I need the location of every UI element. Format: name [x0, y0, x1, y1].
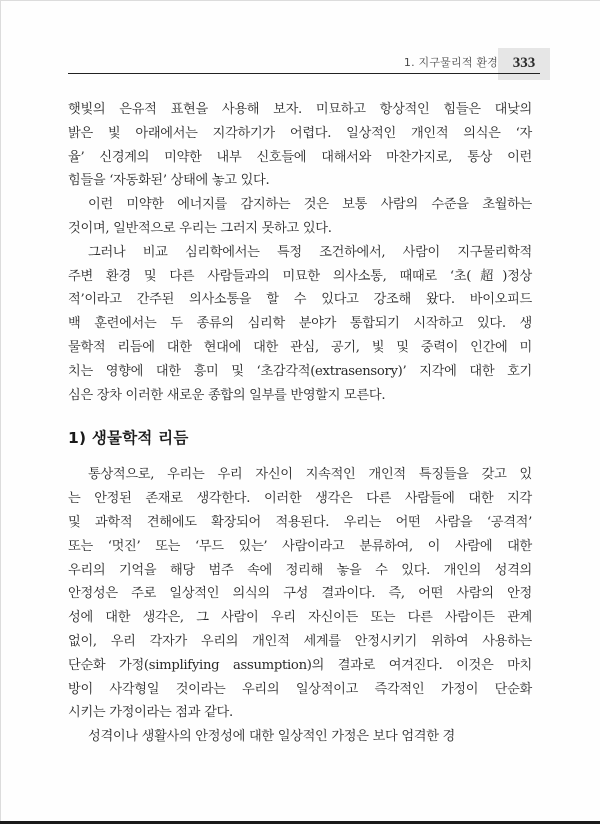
text-line: 단순화 가정(simplifying assumption)의 결과로 여겨진다. 이것은 마치 [68, 657, 532, 673]
text-line: 그러나 비교 심리학에서는 특정 조건하에서, 사람이 지구물리학적 [88, 244, 532, 260]
paragraph [68, 463, 532, 725]
paragraph [68, 241, 532, 408]
text-line: 심은 장차 이러한 새로운 종합의 일부를 반영할지 모른다. [68, 387, 386, 403]
paragraphs-after-section [68, 463, 532, 749]
text-line: 치는 영향에 대한 흥미 및 ‘초감각적(extrasensory)’ 지각에 대한 호기 [68, 363, 532, 379]
text-line: 없이, 우리 각자가 우리의 개인적 세계를 안정시키기 위하여 사용하는 [68, 633, 532, 649]
text-line: 적’이라고 간주된 의사소통을 할 수 있다고 강조해 왔다. 바이오피드 [68, 292, 532, 308]
text-line: 물학적 리듬에 대한 현대에 대한 관심, 공기, 빛 및 중력이 인간에 미 [68, 339, 532, 355]
paragraphs-before-section [68, 98, 532, 407]
page-number-tab [498, 48, 550, 80]
text-line: 우리의 기억을 해당 범주 속에 정리해 놓을 수 있다. 개인의 성격의 [68, 562, 532, 578]
text-line: 성격이나 생활사의 안정성에 대한 일상적인 가정은 보다 엄격한 경 [88, 729, 455, 745]
text-line: 율’ 신경계의 미약한 내부 신호들에 대해서와 마찬가지로, 통상 이런 [68, 149, 532, 165]
chapter-title: 1. 지구물리적 환경 [403, 56, 498, 69]
paragraph [68, 193, 532, 241]
text-line: 이런 미약한 에너지를 감지하는 것은 보통 사람의 수준을 초월하는 [88, 197, 532, 213]
text-line: 방이 사각형일 것이라는 우리의 일상적이고 즉각적인 가정이 단순화 [68, 681, 532, 697]
body-text [68, 98, 532, 749]
paragraph [68, 98, 532, 193]
text-line: 시키는 가정이라는 점과 같다. [68, 705, 233, 721]
text-line: 백 훈련에서는 두 종류의 심리학 분야가 통합되기 시작하고 있다. 생 [68, 316, 532, 332]
text-line: 성에 대한 생각은, 그 사람이 우리 자신이든 또는 다른 사람이든 관계 [68, 610, 532, 626]
running-header [0, 0, 600, 80]
text-line: 주변 환경 및 다른 사람들과의 미묘한 의사소통, 때때로 ‘초(超)정상 [68, 268, 532, 284]
text-line: 안정성은 주로 일상적인 의식의 구성 결과이다. 즉, 어떤 사람의 안정 [68, 586, 532, 602]
text-line: 햇빛의 은유적 표현을 사용해 보자. 미묘하고 항상적인 힘들은 대낮의 [68, 102, 532, 117]
header-rule [68, 73, 540, 74]
text-line: 통상적으로, 우리는 우리 자신이 지속적인 개인적 특징들을 갖고 있 [88, 467, 532, 483]
paragraph [68, 725, 532, 749]
text-line: 것이며, 일반적으로 우리는 그러지 못하고 있다. [68, 220, 332, 236]
text-line: 밝은 빛 아래에서는 지각하기가 어렵다. 일상적인 개인적 의식은 ‘자 [68, 125, 532, 141]
text-line: 및 과학적 견해에도 확장되어 적용된다. 우리는 어떤 사람을 ‘공격적’ [68, 514, 532, 530]
page-number: 333 [512, 55, 536, 71]
text-line: 는 안정된 존재로 생각한다. 이러한 생각은 다른 사람들에 대한 지각 [68, 491, 532, 507]
text-line: 힘들을 ‘자동화된’ 상태에 놓고 있다. [68, 173, 270, 189]
text-line: 또는 ‘멋진’ 또는 ‘무드 있는’ 사람이라고 분류하여, 이 사람에 대한 [68, 538, 532, 554]
section-heading: 1) 생물학적 리듬 [68, 429, 189, 448]
